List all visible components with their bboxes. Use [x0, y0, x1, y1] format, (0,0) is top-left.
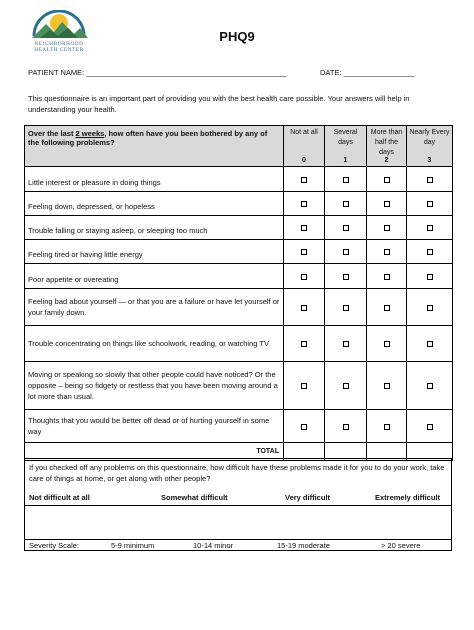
checkbox-icon[interactable]	[384, 249, 390, 255]
checkbox-icon[interactable]	[343, 305, 349, 311]
question-text: Thoughts that you would be better off dead or of hurting yourself in some way	[25, 410, 284, 443]
checkbox-icon[interactable]	[343, 424, 349, 430]
difficulty-option-extremely[interactable]: Extremely difficult	[375, 493, 441, 502]
option-header-several-days: Several days 1	[325, 126, 367, 167]
checkbox-icon[interactable]	[301, 249, 307, 255]
checkbox-icon[interactable]	[301, 274, 307, 280]
checkbox-icon[interactable]	[301, 424, 307, 430]
question-text: Trouble falling or staying asleep, or sleeping too much	[25, 216, 284, 240]
checkbox-icon[interactable]	[343, 177, 349, 183]
page-title: PHQ9	[219, 29, 255, 44]
table-row	[25, 410, 453, 443]
checkbox-icon[interactable]	[343, 225, 349, 231]
intro-text: This questionnaire is an important part of providing you with the best health care possible. Your answers will help in understanding your health.	[28, 94, 410, 114]
checkbox-more-than-half[interactable]	[367, 192, 407, 216]
divider	[25, 505, 451, 506]
checkbox-not-at-all[interactable]	[284, 326, 325, 362]
checkbox-several-days[interactable]	[325, 289, 367, 326]
difficulty-options	[25, 493, 451, 503]
checkbox-nearly-every-day[interactable]	[407, 362, 453, 410]
checkbox-several-days[interactable]	[325, 216, 367, 240]
checkbox-several-days[interactable]	[325, 410, 367, 443]
checkbox-more-than-half[interactable]	[367, 326, 407, 362]
table-row	[25, 192, 453, 216]
checkbox-icon[interactable]	[384, 305, 390, 311]
severity-range-minimum: 5-9 minimum	[111, 541, 155, 550]
checkbox-several-days[interactable]	[325, 167, 367, 192]
two-weeks-emphasis: 2 weeks	[75, 129, 105, 138]
checkbox-icon[interactable]	[343, 201, 349, 207]
question-text: Feeling down, depressed, or hopeless	[25, 192, 284, 216]
difficulty-option-not-difficult[interactable]: Not difficult at all	[29, 493, 90, 502]
checkbox-more-than-half[interactable]	[367, 216, 407, 240]
checkbox-not-at-all[interactable]	[284, 192, 325, 216]
checkbox-icon[interactable]	[301, 341, 307, 347]
option-header-nearly-every-day: Nearly Every day 3	[407, 126, 453, 167]
checkbox-icon[interactable]	[301, 201, 307, 207]
checkbox-not-at-all[interactable]	[284, 216, 325, 240]
checkbox-icon[interactable]	[343, 274, 349, 280]
option-header-more-than-half: More than half the days 2	[367, 126, 407, 167]
checkbox-several-days[interactable]	[325, 362, 367, 410]
question-text: Poor appetite or overeating	[25, 264, 284, 289]
option-score: 3	[427, 157, 432, 164]
checkbox-icon[interactable]	[343, 383, 349, 389]
question-text: Moving or speaking so slowly that other people could have noticed? Or the opposite – being so fidgety or restless that you have been moving around a lot more than usual.	[25, 362, 284, 410]
difficulty-option-very[interactable]: Very difficult	[285, 493, 331, 502]
checkbox-more-than-half[interactable]	[367, 167, 407, 192]
severity-range-minor: 10-14 minor	[193, 541, 234, 550]
option-score: 0	[302, 157, 306, 164]
date-field[interactable]: DATE: _________________	[320, 68, 415, 77]
table-row	[25, 289, 453, 326]
checkbox-nearly-every-day[interactable]	[407, 264, 453, 289]
checkbox-icon[interactable]	[343, 341, 349, 347]
checkbox-icon[interactable]	[427, 249, 433, 255]
checkbox-nearly-every-day[interactable]	[407, 216, 453, 240]
difficulty-section	[24, 458, 452, 551]
checkbox-icon[interactable]	[301, 177, 307, 183]
total-label: TOTAL	[25, 443, 284, 461]
checkbox-not-at-all[interactable]	[284, 264, 325, 289]
checkbox-nearly-every-day[interactable]	[407, 289, 453, 326]
checkbox-icon[interactable]	[384, 274, 390, 280]
difficulty-option-somewhat[interactable]: Somewhat difficult	[161, 493, 228, 502]
checkbox-icon[interactable]	[427, 341, 433, 347]
table-row	[25, 167, 453, 192]
checkbox-icon[interactable]	[384, 341, 390, 347]
checkbox-nearly-every-day[interactable]	[407, 192, 453, 216]
checkbox-more-than-half[interactable]	[367, 264, 407, 289]
checkbox-several-days[interactable]	[325, 240, 367, 264]
table-row	[25, 264, 453, 289]
checkbox-icon[interactable]	[384, 225, 390, 231]
checkbox-icon[interactable]	[301, 305, 307, 311]
checkbox-icon[interactable]	[384, 383, 390, 389]
checkbox-icon[interactable]	[343, 249, 349, 255]
severity-range-severe: > 20 severe	[381, 541, 421, 550]
option-header-not-at-all: Not at all 0	[284, 126, 325, 167]
checkbox-not-at-all[interactable]	[284, 289, 325, 326]
checkbox-icon[interactable]	[427, 424, 433, 430]
severity-range-moderate: 15-19 moderate	[277, 541, 330, 550]
table-header-row	[25, 126, 453, 167]
checkbox-icon[interactable]	[301, 383, 307, 389]
checkbox-several-days[interactable]	[325, 192, 367, 216]
checkbox-icon[interactable]	[427, 274, 433, 280]
checkbox-not-at-all[interactable]	[284, 240, 325, 264]
checkbox-nearly-every-day[interactable]	[407, 167, 453, 192]
checkbox-icon[interactable]	[301, 225, 307, 231]
table-row	[25, 240, 453, 264]
checkbox-more-than-half[interactable]	[367, 240, 407, 264]
patient-name-field[interactable]: PATIENT NAME: ________________________________________________	[28, 68, 287, 77]
logo-text-line1: NEIGHBORHOOD	[34, 41, 84, 47]
table-row	[25, 326, 453, 362]
checkbox-nearly-every-day[interactable]	[407, 410, 453, 443]
option-score: 1	[343, 157, 348, 164]
question-text: Little interest or pleasure in doing things	[25, 167, 284, 192]
question-header: Over the last 2 weeks, how often have you been bothered by any of the following problems?	[25, 126, 284, 167]
phq9-table	[24, 125, 453, 461]
checkbox-icon[interactable]	[384, 177, 390, 183]
checkbox-icon[interactable]	[427, 383, 433, 389]
logo-text-line2: HEALTH CENTER	[34, 47, 84, 53]
severity-scale	[25, 540, 451, 550]
checkbox-not-at-all[interactable]	[284, 410, 325, 443]
checkbox-more-than-half[interactable]	[367, 362, 407, 410]
checkbox-icon[interactable]	[384, 201, 390, 207]
option-score: 2	[384, 157, 389, 164]
checkbox-icon[interactable]	[427, 201, 433, 207]
checkbox-not-at-all[interactable]	[284, 362, 325, 410]
checkbox-nearly-every-day[interactable]	[407, 240, 453, 264]
checkbox-icon[interactable]	[427, 225, 433, 231]
checkbox-icon[interactable]	[384, 424, 390, 430]
difficulty-question: If you checked off any problems on this questionnaire, how difficult have these problems made it for you to do your work, take care of things at home, or get along with other people?	[29, 463, 445, 483]
checkbox-more-than-half[interactable]	[367, 410, 407, 443]
question-text: Feeling tired or having little energy	[25, 240, 284, 264]
checkbox-several-days[interactable]	[325, 264, 367, 289]
checkbox-several-days[interactable]	[325, 326, 367, 362]
checkbox-icon[interactable]	[427, 305, 433, 311]
table-row	[25, 216, 453, 240]
checkbox-nearly-every-day[interactable]	[407, 326, 453, 362]
checkbox-not-at-all[interactable]	[284, 167, 325, 192]
severity-label: Severity Scale:	[29, 541, 80, 550]
checkbox-more-than-half[interactable]	[367, 289, 407, 326]
question-text: Trouble concentrating on things like schoolwork, reading, or watching TV	[25, 326, 284, 362]
question-text: Feeling bad about yourself — or that you are a failure or have let yourself or your family down.	[25, 289, 284, 326]
checkbox-icon[interactable]	[427, 177, 433, 183]
table-row	[25, 362, 453, 410]
